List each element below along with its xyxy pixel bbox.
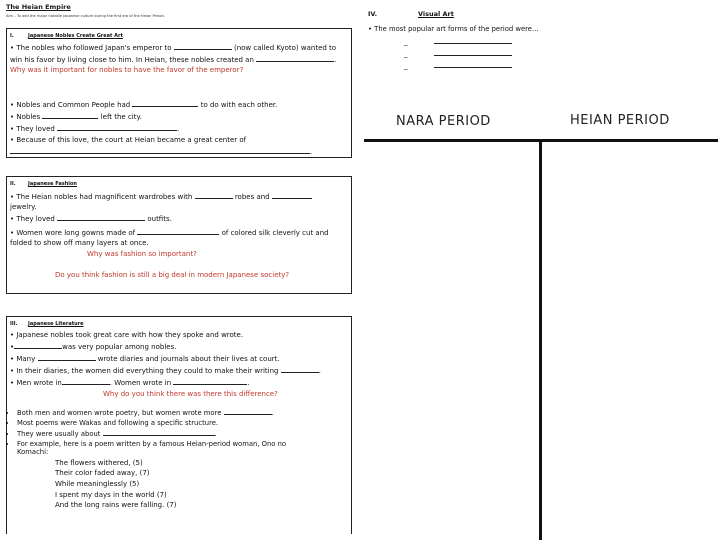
s3-line-2: • was very popular among nobles.: [10, 343, 177, 351]
blank-11: [281, 365, 319, 373]
blank-created: [256, 54, 334, 62]
blank-1: [132, 99, 198, 107]
s1-bullet-4-blank: .: [10, 146, 351, 156]
poem-line-4: I spent my days in the world (7): [55, 490, 167, 499]
section-2-heading: [10, 181, 351, 187]
s3-bullet-list: [7, 407, 351, 457]
art-form-2-dash: _: [404, 50, 408, 58]
section-4-numeral: IV.: [368, 10, 378, 18]
art-form-1-dash: _: [404, 38, 408, 46]
s1-text-2: win his favor by living close to him. In Heian, these nobles created an: [10, 56, 254, 64]
blank-4: [10, 146, 310, 154]
section-3-box: [6, 316, 352, 534]
s1-b1b: to do with each other.: [200, 101, 278, 109]
section-4-intro: • The most popular art forms of the period were…: [368, 25, 539, 33]
s3-line-4: • In their diaries, the women did everything they could to make their writing .: [10, 367, 321, 375]
section-2-numeral: II.: [10, 181, 16, 187]
section-3-title: Japanese Literature: [28, 321, 84, 327]
s2-bullet-3c: folded to show off many layers at once.: [10, 239, 149, 247]
heian-period-label: HEIAN PERIOD: [570, 113, 670, 128]
s3-bullet-4-text: For example, here is a poem written by a famous Heian-period woman, Ono no Komachi:: [17, 439, 287, 456]
s3-l2b: was very popular among nobles.: [62, 343, 177, 351]
s1-b4: • Because of this love, the court at Heian became a great center of: [10, 136, 247, 144]
s3-bullet-3-text: They were usually about: [17, 430, 101, 438]
s1-line-2: win his favor by living close to him. In Heian, these nobles created an .: [10, 56, 337, 64]
s3-line-5: • Men wrote in . Women wrote in .: [10, 379, 250, 387]
s3-l5b: . Women wrote in: [109, 379, 172, 387]
s2-bullet-2: [10, 212, 351, 227]
s2-b3a: • Women wore long gowns made of: [10, 229, 136, 237]
s2-b1b: robes and: [234, 193, 270, 201]
art-form-list: [404, 36, 512, 72]
s2-b1a: • The Heian nobles had magnificent wardrobes with: [10, 193, 193, 201]
s3-question: Why do you think there was there this difference?: [103, 390, 278, 398]
section-2-box: [6, 176, 352, 294]
s3-l5a: • Men wrote in: [10, 379, 62, 387]
s2-b3b: of colored silk cleverly cut and: [221, 229, 329, 237]
s1-question: Why was it important for nobles to have the favor of the emperor?: [10, 66, 244, 74]
s3-l3a: • Many: [10, 355, 36, 363]
s1-line-1: [10, 42, 351, 54]
blank-6: [272, 191, 312, 199]
blank-13: [173, 377, 247, 385]
blank-9: [14, 341, 62, 349]
blank-8: [137, 227, 219, 235]
art-form-2: [404, 48, 512, 60]
s2-b2a: • They loved: [10, 215, 55, 223]
blank-art-2: [434, 48, 512, 56]
section-1-numeral: I.: [10, 33, 14, 39]
s1-bullet-2: [10, 111, 351, 123]
section-1-box: [6, 28, 352, 158]
s3-line-3: [10, 353, 351, 365]
art-form-1: [404, 36, 512, 48]
section-3-numeral: III.: [10, 321, 18, 327]
s2-bullet-1: [10, 191, 351, 202]
s1-b1a: • Nobles and Common People had: [10, 101, 131, 109]
s2-question-2: Do you think fashion is still a big deal in modern Japanese society?: [55, 271, 290, 279]
blank-15: [103, 428, 215, 436]
s1-text-1: • The nobles who followed Japan's emperor to: [10, 44, 172, 52]
s2-b2b: outfits.: [147, 215, 172, 223]
poem-line-2: Their color faded away, (7): [55, 469, 150, 478]
s3-line-1: • Japanese nobles took great care with how they spoke and wrote.: [10, 331, 244, 339]
s1-bullet-3: • They loved .: [10, 125, 180, 133]
s1-bullet-1: [10, 99, 351, 111]
poem-line-3: While meaninglessly (5): [55, 479, 140, 488]
page-title: The Heian Empire: [6, 3, 71, 11]
blank-art-1: [434, 36, 512, 44]
s2-question-1: Why was fashion so important?: [87, 250, 197, 258]
poem-line-1: The flowers withered, (5): [55, 458, 143, 467]
blank-2: [42, 111, 98, 119]
s3-l3b: wrote diaries and journals about their lives at court.: [97, 355, 280, 363]
s3-bullet-2: • Most poems were Wakas and following a specific structure.: [17, 419, 351, 429]
section-4-heading: [368, 10, 454, 18]
page-aim: Aim – To add the major notable Japanese culture during the first era of the Heian Period.: [6, 14, 165, 18]
blank-capital: [174, 42, 232, 50]
s2-bullet-1c: jewelry.: [10, 203, 37, 211]
art-form-3: [404, 60, 512, 72]
t-chart-vertical-line: [539, 139, 542, 540]
section-3-heading: [10, 321, 351, 327]
s1-b2a: • Nobles: [10, 113, 41, 121]
blank-12: [62, 377, 110, 385]
s1-bullet-4: [10, 135, 351, 146]
section-4-title: Visual Art: [418, 10, 454, 18]
nara-period-label: NARA PERIOD: [396, 114, 491, 129]
blank-7: [57, 213, 145, 221]
blank-10: [38, 353, 96, 361]
section-2-title: Japanese Fashion: [28, 181, 77, 187]
s3-bullet-1-text: Both men and women wrote poetry, but women wrote more: [17, 409, 222, 417]
blank-art-3: [434, 60, 512, 68]
section-1-heading: [10, 33, 351, 39]
blank-5: [195, 191, 233, 199]
blank-3: [57, 123, 177, 131]
blank-14: [224, 407, 272, 415]
section-1-title: Japanese Nobles Create Great Art: [28, 33, 123, 39]
s1-b2b: left the city.: [100, 113, 142, 121]
s1-text-1b: (now called Kyoto) wanted to: [233, 44, 337, 52]
art-form-3-dash: _: [404, 62, 408, 70]
s3-bullet-3: • They were usually about .: [17, 428, 351, 440]
s2-bullet-3: [10, 227, 351, 239]
s1-b3a: • They loved: [10, 125, 55, 133]
poem-line-5: And the long rains were falling. (7): [55, 501, 177, 510]
s3-bullet-4: [17, 440, 317, 457]
s3-bullet-1: • Both men and women wrote poetry, but women wrote more .: [17, 407, 351, 419]
s3-l4: • In their diaries, the women did everything they could to make their writing: [10, 367, 279, 375]
